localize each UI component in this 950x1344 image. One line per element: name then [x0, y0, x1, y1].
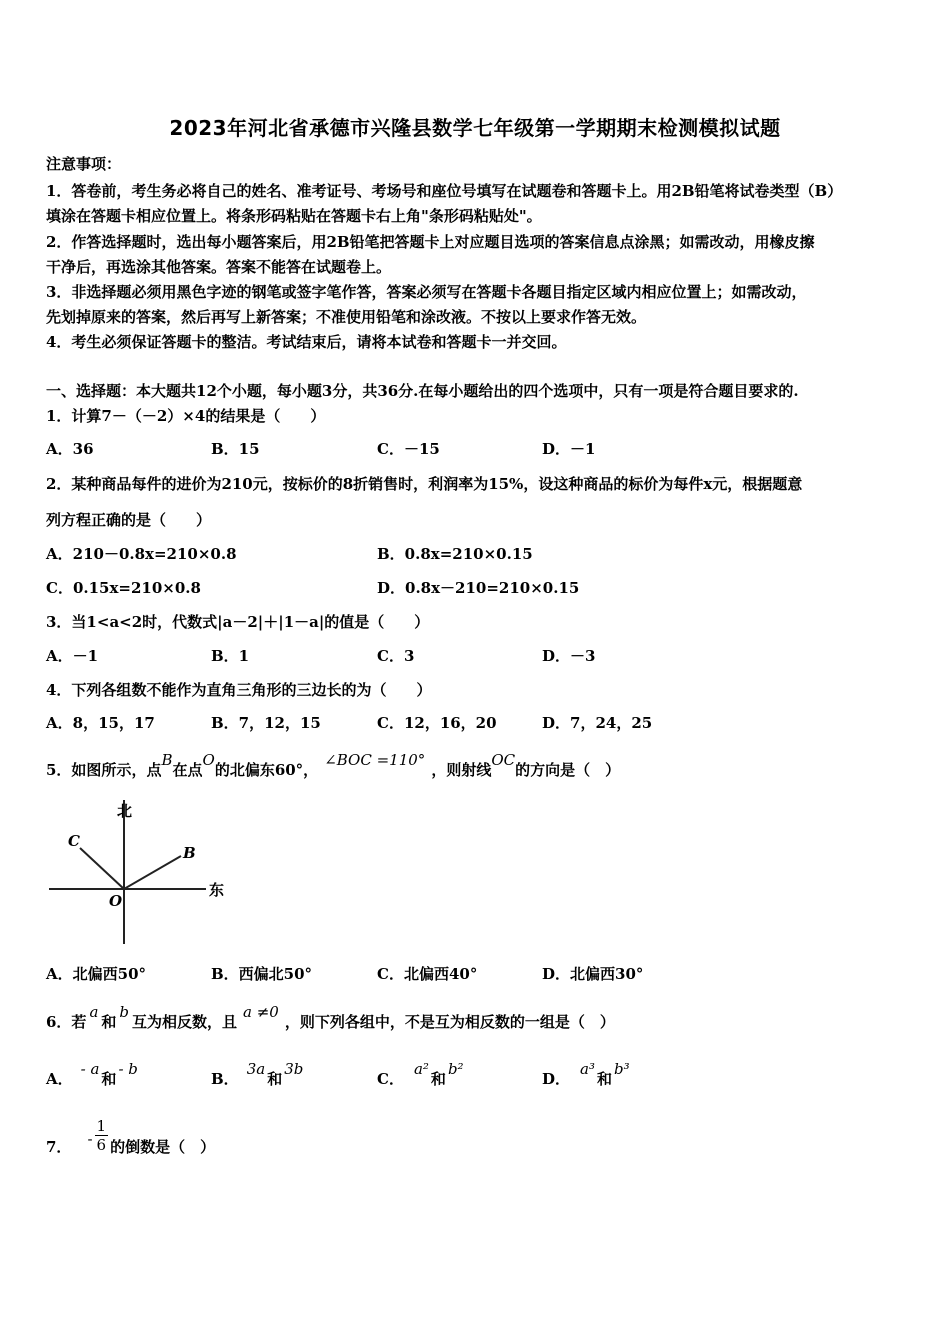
- math-o: O: [202, 751, 215, 769]
- point-c-label: C: [68, 832, 80, 850]
- q2-option-c: C．0.15x=210×0.8: [46, 579, 201, 597]
- q5-option-d: D．北偏西30°: [542, 965, 644, 983]
- direction-diagram: [46, 796, 236, 946]
- notice-line: 干净后，再选涂其他答案。答案不能答在试题卷上。: [46, 258, 392, 276]
- minus-sign: -: [87, 1129, 93, 1148]
- notice-line: 填涂在答题卡相应位置上。将条形码粘贴在答题卡右上角"条形码粘贴处"。: [46, 207, 542, 225]
- question-4-stem: 4．下列各组数不能作为直角三角形的三边长的为（ ）: [46, 681, 432, 699]
- point-o-label: O: [109, 892, 123, 910]
- notice-line: 2．作答选择题时，选出每小题答案后，用2B铅笔把答题卡上对应题目选项的答案信息点涂黑；如需改动，用橡皮擦: [46, 233, 815, 251]
- question-2-stem: 2．某种商品每件的进价为210元，按标价的8折销售时，利润率为15%，设这种商品的标价为每件x元，根据题意: [46, 475, 803, 493]
- q6-option-b: B．3a和3b: [211, 1060, 304, 1088]
- q3-option-b: B．1: [211, 647, 250, 665]
- q6-option-c: C．a²和b²: [377, 1060, 464, 1088]
- ray-oc: [80, 848, 124, 889]
- math-oc: OC: [491, 751, 516, 769]
- east-label: 东: [209, 881, 225, 899]
- math-b: b: [119, 1003, 130, 1021]
- q2-option-d: D．0.8x－210=210×0.15: [377, 579, 580, 597]
- notice-heading: 注意事项：: [46, 155, 122, 173]
- q3-option-d: D．－3: [542, 647, 596, 665]
- q5-option-b: B．西偏北50°: [211, 965, 313, 983]
- q5-option-c: C．北偏西40°: [377, 965, 478, 983]
- page-title: 2023年河北省承德市兴隆县数学七年级第一学期期末检测模拟试题: [169, 116, 781, 140]
- fraction-one-sixth: $\frac{1}{6}$: [96, 1117, 107, 1154]
- point-b-label: B: [183, 844, 196, 862]
- notice-line: 1．答卷前，考生务必将自己的姓名、准考证号、考场号和座位号填写在试题卷和答题卡上。用2B铅笔将试卷类型（B）: [46, 182, 843, 200]
- ray-ob: [124, 856, 181, 889]
- notice-line: 先划掉原来的答案，然后再写上新答案；不准使用铅笔和涂改液。不按以上要求作答无效。: [46, 308, 647, 326]
- q4-option-b: B．7，12，15: [211, 714, 321, 732]
- math-a: a: [89, 1003, 99, 1021]
- question-2-stem-cont: 列方程正确的是（ ）: [46, 511, 212, 529]
- q1-option-b: B．15: [211, 440, 260, 458]
- q2-option-b: B．0.8x=210×0.15: [377, 545, 533, 563]
- q4-option-a: A．8，15，17: [46, 714, 155, 732]
- question-3-stem: 3．当1<a<2时，代数式|a－2|＋|1－a|的值是（ ）: [46, 613, 430, 631]
- q2-option-a: A．210－0.8x=210×0.8: [46, 545, 237, 563]
- notice-line: 3．非选择题必须用黑色字迹的钢笔或签字笔作答，答案必须写在答题卡各题目指定区域内相应位置上；如需改动，: [46, 283, 807, 301]
- q4-option-c: C．12，16，20: [377, 714, 497, 732]
- q1-option-c: C．－15: [377, 440, 440, 458]
- section-heading: 一、选择题：本大题共12个小题，每小题3分，共36分.在每小题给出的四个选项中，只有一项是符合题目要求的.: [46, 382, 799, 400]
- north-label: 北: [117, 802, 133, 820]
- q6-option-a: A．- a和- b: [46, 1060, 138, 1088]
- q5-option-a: A．北偏西50°: [46, 965, 147, 983]
- q1-option-a: A．36: [46, 440, 94, 458]
- math-a-neq-0: a ≠0: [243, 1003, 279, 1021]
- math-b: B: [161, 751, 173, 769]
- q3-option-c: C．3: [377, 647, 415, 665]
- question-5-stem: 5．如图所示，点B在点O的北偏东60°，∠BOC =110°，则射线OC的方向是（ ）: [46, 751, 621, 779]
- notice-line: 4．考生必须保证答题卡的整洁。考试结束后，请将本试卷和答题卡一并交回。: [46, 333, 567, 351]
- question-6-stem: 6．若a和b互为相反数，且a ≠0，则下列各组中，不是互为相反数的一组是（ ）: [46, 1003, 615, 1031]
- q3-option-a: A．－1: [46, 647, 99, 665]
- question-7-stem: 7． - $\frac{1}{6}$ 的倒数是（ ）: [46, 1117, 216, 1156]
- q4-option-d: D．7，24，25: [542, 714, 653, 732]
- q6-option-d: D．a³和b³: [542, 1060, 630, 1088]
- question-1-stem: 1．计算7－（－2）×4的结果是（ ）: [46, 407, 326, 425]
- q1-option-d: D．－1: [542, 440, 596, 458]
- math-angle: ∠BOC =110°: [324, 751, 426, 769]
